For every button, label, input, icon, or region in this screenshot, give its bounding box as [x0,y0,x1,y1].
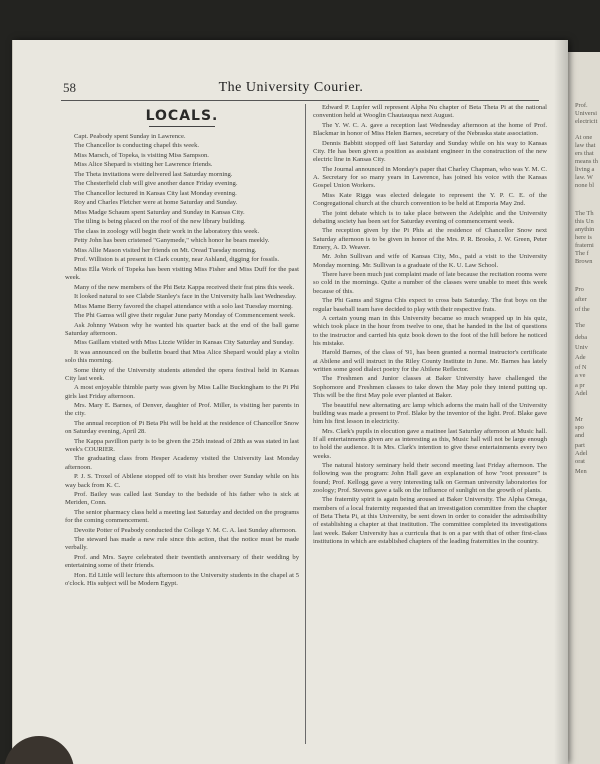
facing-page-fragment: The [575,322,585,329]
column-divider [305,104,306,744]
local-news-item: The Chancellor lectured in Kansas City last Monday evening. [74,189,237,197]
local-news-item: Miss Mame Berry favored the chapel attendance with a solo last Tuesday morning. [74,302,293,310]
facing-page-fragment: anythin [575,226,595,233]
local-news-item: The Phi Gamss will give their regular June party Monday of Commencement week. [74,312,296,320]
right-column [313,104,547,547]
local-news-item: Capt. Peabody spent Sunday in Lawrence. [74,133,186,140]
facing-page-fragment: Universi [575,110,598,117]
local-news-item: The tiling is being placed on the roof of the new library building. [74,218,246,226]
local-news-item: Edward P. Lupfer will represent Alpha Nu chapter of Beta Theta Pi at the national convention held at Wooglin Chautauqua next August. [313,104,547,120]
facing-page-fragment: this Un [575,218,594,225]
local-news-item: The Freshmen and Junior classes at Baker University have challenged the Sophomore and Freshmen classes to take down the May pole they intend putting up. This will be the first May pole ever planted at Baker. [313,375,547,400]
local-news-item: Miss Alice Shepard is visiting her Lawrence friends. [74,161,213,169]
local-news-item: Some thirty of the University students attended the opera festival held in Kansas City last week. [65,366,299,382]
right-column-items [313,104,547,546]
local-news-item: Prof. and Mrs. Sayre celebrated their twentieth anniversary of their wedding by entertaining some of their friends. [65,553,299,570]
local-news-item: There have been much just complaint made of late because the recitation rooms were so cold in the mornings. Quite a number of the classes were unable to meet this week because of this. [313,271,547,295]
facing-page-fragment: The f [575,250,589,257]
local-news-item: Prof. Williston is at present in Clark county, near Ashland, digging for fossils. [74,256,280,264]
facing-page-fragment: Adel [575,390,588,397]
facing-page-fragment: part [575,442,585,449]
local-news-item: The reception given by the Pi Phis at the residence of Chancellor Snow next Saturday afternoon is to be given in honor of the Mrs. P. R. Brooks, J. W. Green, Peter Emery, A. D. Weaver. [313,227,547,251]
left-column-items [65,133,299,588]
local-news-item: Roy and Charles Fletcher were at home Saturday and Sunday. [74,199,238,207]
facing-page-fragment: law. W [575,174,593,181]
facing-page-fragment: none bl [575,182,594,189]
facing-page-fragment: law that [575,142,596,149]
local-news-item: Hon. Ed Little will lecture this afternoon to the University students in the chapel at 5 o'clock. His subject will be Modern Egypt. [65,571,299,587]
facing-page-fragment: Ade [575,354,586,361]
facing-page-fragment: Univ [575,344,588,351]
facing-page-fragment: after [575,296,587,303]
facing-page-fragment: The Th [575,210,594,217]
running-title: The University Courier. [218,80,364,95]
facing-page-fragment: here is [575,234,592,241]
local-news-item: The graduating class from Hesper Academy visited the University last Monday afternoon. [65,455,299,471]
facing-page-fragment: a ve [575,372,586,379]
facing-page-edge [568,52,600,764]
local-news-item: The joint debate which is to take place between the Adelphic and the University debating society has been set for Saturday evening of commencement week. [313,209,547,225]
local-news-item: A certain young man in this University became so much wrapped up in his quiz, which took place in the hour from twelve to one, that he handed in the list of questions to the instructor and carried his quiz book down to the foot of the hill before he noticed his mistake. [313,315,547,347]
local-news-item: Miss Ella Work of Topeka has been visiting Miss Fisher and Miss Duff for the past week. [65,265,299,282]
header-rule [61,100,539,101]
local-news-item: The Phi Gams and Sigma Chis expect to cross bats Saturday. The frat boys on the regular baseball team have decided to play with their respective frats. [313,297,547,313]
facing-page-fragment: Pro [575,286,584,293]
local-news-item: The steward has made a new rule since this action, that the notice must be made verbally. [65,536,299,552]
facing-page-fragment: At one [575,134,593,141]
local-news-item: It was announced on the bulletin board that Miss Alice Shepard would play a violin solo this morning. [65,348,299,365]
local-news-item: Miss Kate Riggs was elected delegate to represent the Y. P. C. E. of the Congregational church at the church convention to be held at Emporia May 2nd. [313,191,547,208]
local-news-item: Miss Allie Mason visited her friends on Mt. Oread Tuesday morning. [74,246,257,254]
facing-page-fragment: orat [575,458,585,465]
local-news-item: It looked natural to see Clabde Stanley's face in the University halls last Wednesday. [74,293,297,301]
local-news-item: P. J. S. Troxel of Abilene stopped off to visit his brother over Sunday while on his way back from K. C. [65,473,299,489]
local-news-item: The beautiful new alternating arc lamp which adorns the main hall of the University building was made a present to Prof. Blake by the inventor of the light. Prof. Blake gave him his first lesson in electricity. [313,401,547,426]
local-news-item: Petty John has been cristened "Ganymede," which honor he bears meekly. [74,237,270,245]
facing-page-fragment: of N [575,364,587,371]
local-news-item: The Theta invitations were delivered last Saturday morning. [74,170,233,178]
local-news-item: Miss Marsch, of Topeka, is visiting Miss Sampson. [74,151,209,159]
facing-page-fragment: spo [575,424,584,431]
local-news-item: Devoite Potter of Peabody conducted the College Y. M. C. A. last Sunday afternoon. [74,526,297,534]
facing-page-fragment: ers that [575,150,594,157]
facing-page-fragment: electricit [575,118,598,125]
section-title-underline [149,126,215,127]
left-column [65,104,299,589]
facing-page-fragment: living a [575,166,595,173]
local-news-item: The Kappa pavillion party is to be given the 25th instead of 28th as was stated in last week's COURIER. [65,437,299,453]
local-news-item: The natural history seminary held their second meeting last Friday afternoon. The following was the program: John Hall gave an explanation of how "root pressure" is found; Prof. Kellogg gave a very interesting talk on German university laboratories for zoology; Prof. Stevens gave a talk on the influence of sunlight on the growth of plants. [313,461,547,494]
facing-page-fragment: and [575,432,585,439]
local-news-item: The class in zoology will begin their work in the laboratory this week. [74,227,260,235]
facing-page-fragment: of the [575,306,590,313]
document-page [12,40,568,764]
facing-page-fragment: fraterni [575,242,594,249]
local-news-item: The fraternity spirit is again being aroused at Baker University. The Alpha Omega, members of a local fraternity requested that an investigation committee from the chapter of Beta Theta Pi, at this University, be sent down in order to consider the admissibility of establishing a chapter at that institution. The committee completed its investigations last week. Baker University has a curricula that is on a par with that of other first-class institutions in which are established chapters of the leading fraternities in the country. [313,496,547,545]
page-number: 58 [63,80,76,95]
local-news-item: The Y. W. C. A. gave a reception last Wednesday afternoon at the home of Prof. Blackmar in honor of Miss Helen Barnes, secretary of the Nebraska state association. [313,121,547,138]
local-news-item: Dennis Babbitt stopped off last Saturday and Sunday while on his way to Kansas City. He has been given a position as assistant engineer in the construction of the new electric line in Kansas City. [313,139,547,164]
local-news-item: The Chesterfield club will give another dance Friday evening. [74,180,238,188]
local-news-item: A most enjoyable thimble party was given by Miss Lallie Buckingham to the Pi Phi girls last Friday afternoon. [65,384,299,400]
local-news-item: Miss Gaillam visited with Miss Lizzie Wilder in Kansas City Saturday and Sunday. [74,339,294,347]
local-news-item: Many of the new members of the Phi Betz Kappa received their frat pins this week. [74,283,295,291]
local-news-item: Harold Barnes, of the class of '91, has been granted a normal instructor's certificate at Abilene and will instruct in the Riley County Institute in June. Mr. Barnes has lately written some good dialect poetry for the Abilene Reflector. [313,349,547,373]
local-news-item: The annual reception of Pi Beta Phi will be held at the residence of Chancellor Snow on Saturday evening, April 28. [65,419,299,436]
local-news-item: Mrs. Clark's pupils in elocution gave a matinee last Saturday afternoon at Music hall. If all entertainments given are as interesting as this, Music hall will not be large enough to hold the audience. It is Mrs. Clark's intention to give these entertainments every two weeks. [313,427,547,460]
facing-page-fragment: a pr [575,382,585,389]
facing-page-fragment: Men [575,468,587,475]
facing-page-fragment: Prof. [575,102,588,109]
local-news-item: The senior pharmacy class held a meeting last Saturday and decided on the programs for the coming commencement. [65,508,299,525]
local-news-item: The Chancellor is conducting chapel this week. [74,142,200,150]
local-news-item: Miss Madge Schaum spent Saturday and Sunday in Kansas City. [74,208,245,216]
facing-page-fragment: deba [575,334,588,341]
local-news-item: Ask Johnny Watson why he wanted his quarter back at the end of the ball game Saturday afternoon. [65,321,299,337]
local-news-item: Prof. Bailey was called last Sunday to the bedside of his father who is sick at Meriden, Conn. [65,491,299,507]
section-title: LOCALS. [145,108,219,124]
local-news-item: Mr. John Sullivan and wife of Kansas City, Mo., paid a visit to the University Monday morning. Mr. Sullivan is a graduate of the K. U. Law School. [313,253,547,269]
local-news-item: The Journal announced in Monday's paper that Charley Chapman, who was Y. M. C. A. Secretary for so many years in Lawrence, has joined his voice with the Kansas Gospel Union Workers. [313,165,547,190]
facing-page-fragment: Brown [575,258,593,265]
local-news-item: Mrs. Mary E. Barnes, of Denver, daughter of Prof. Miller, is visiting her parents in the city. [65,402,299,418]
facing-page-fragment: Mr [575,416,583,423]
facing-page-fragment: Adel [575,450,588,457]
facing-page-fragment: means th [575,158,598,165]
